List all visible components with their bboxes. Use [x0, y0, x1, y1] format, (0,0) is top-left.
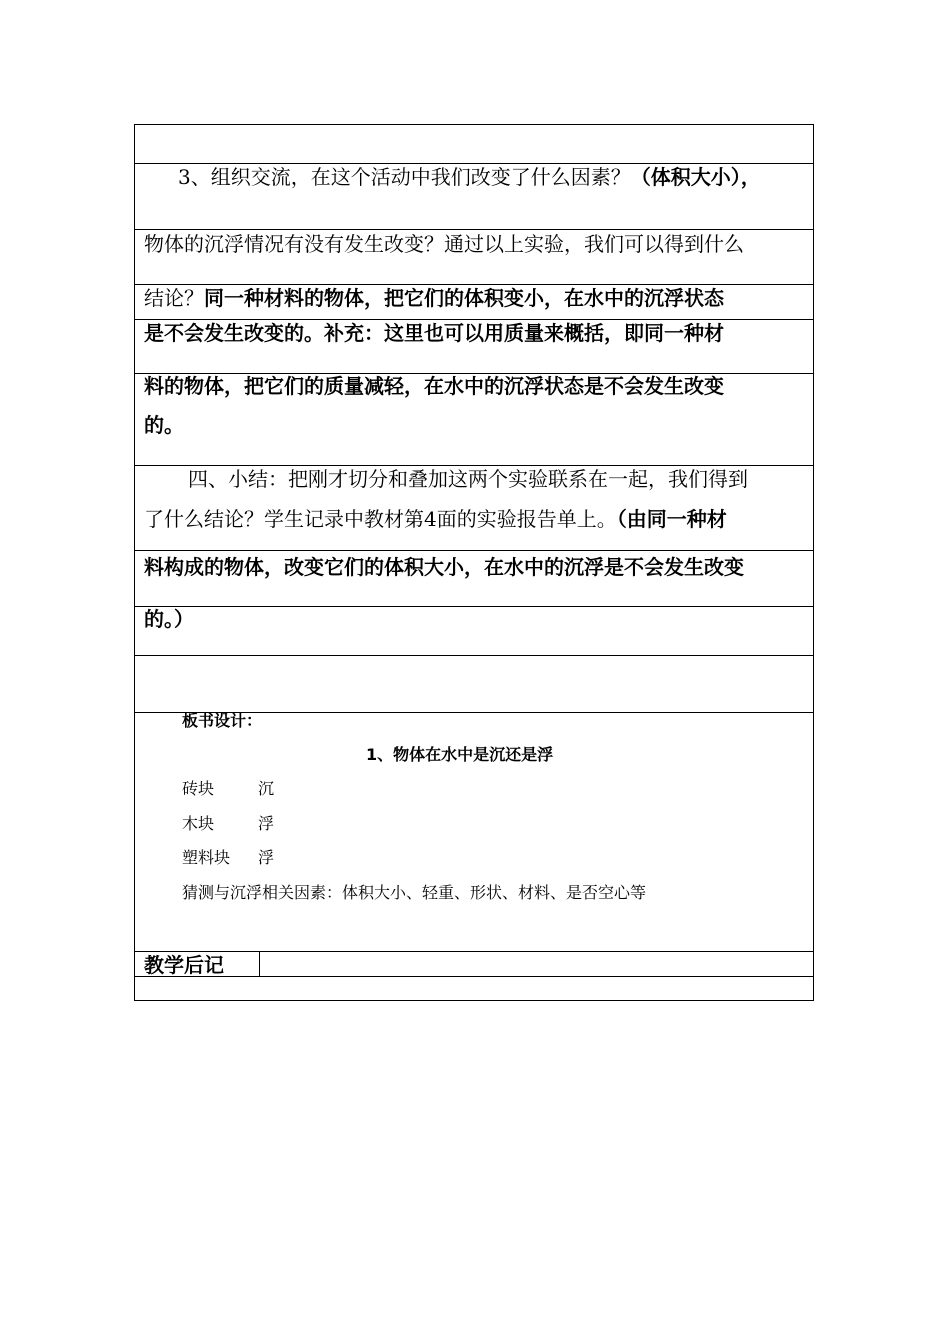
column-divider: [259, 951, 260, 976]
board-design-heading: 板书设计：: [182, 711, 263, 730]
paragraph-3-line-1: 3、组织交流，在这个活动中我们改变了什么因素？（体积大小），: [178, 165, 761, 189]
row-divider: [135, 976, 813, 977]
paragraph-4-line-1: 四、小结：把刚才切分和叠加这两个实验联系在一起，我们得到: [188, 467, 748, 491]
paragraph-3-line-6: 的。: [144, 413, 184, 437]
row-divider: [135, 655, 813, 656]
paragraph-3-line-2: 物体的沉浮情况有没有发生改变？通过以上实验，我们可以得到什么: [144, 232, 744, 256]
board-item-result: 沉: [258, 779, 275, 798]
paragraph-4-line-4: 的。）: [144, 607, 194, 631]
board-item-result: 浮: [258, 814, 275, 833]
board-item-name: 木块: [182, 814, 215, 833]
row-divider: [135, 163, 813, 164]
board-design-title: 1、物体在水中是沉还是浮: [366, 745, 554, 764]
paragraph-4-line-2: 了什么结论？学生记录中教材第4面的实验报告单上。（由同一种材: [144, 507, 727, 531]
paragraph-3-line-3: 结论？同一种材料的物体，把它们的体积变小，在水中的沉浮状态: [144, 286, 724, 310]
row-divider: [135, 550, 813, 551]
paragraph-3-line-5: 料的物体，把它们的质量减轻，在水中的沉浮状态是不会发生改变: [144, 374, 724, 398]
teaching-notes-label: 教学后记: [144, 953, 224, 977]
board-factors-line: 猜测与沉浮相关因素：体积大小、轻重、形状、材料、是否空心等: [182, 883, 647, 902]
board-item-name: 塑料块: [182, 848, 231, 867]
paragraph-3-line-4: 是不会发生改变的。补充：这里也可以用质量来概括，即同一种材: [144, 321, 724, 345]
board-item-name: 砖块: [182, 779, 215, 798]
row-divider: [135, 284, 813, 285]
row-divider: [135, 229, 813, 230]
row-divider: [135, 606, 813, 607]
row-divider: [135, 465, 813, 466]
board-item-result: 浮: [258, 848, 275, 867]
paragraph-4-line-3: 料构成的物体，改变它们的体积大小，在水中的沉浮是不会发生改变: [144, 555, 744, 579]
row-divider: [135, 319, 813, 320]
row-divider: [135, 951, 813, 952]
